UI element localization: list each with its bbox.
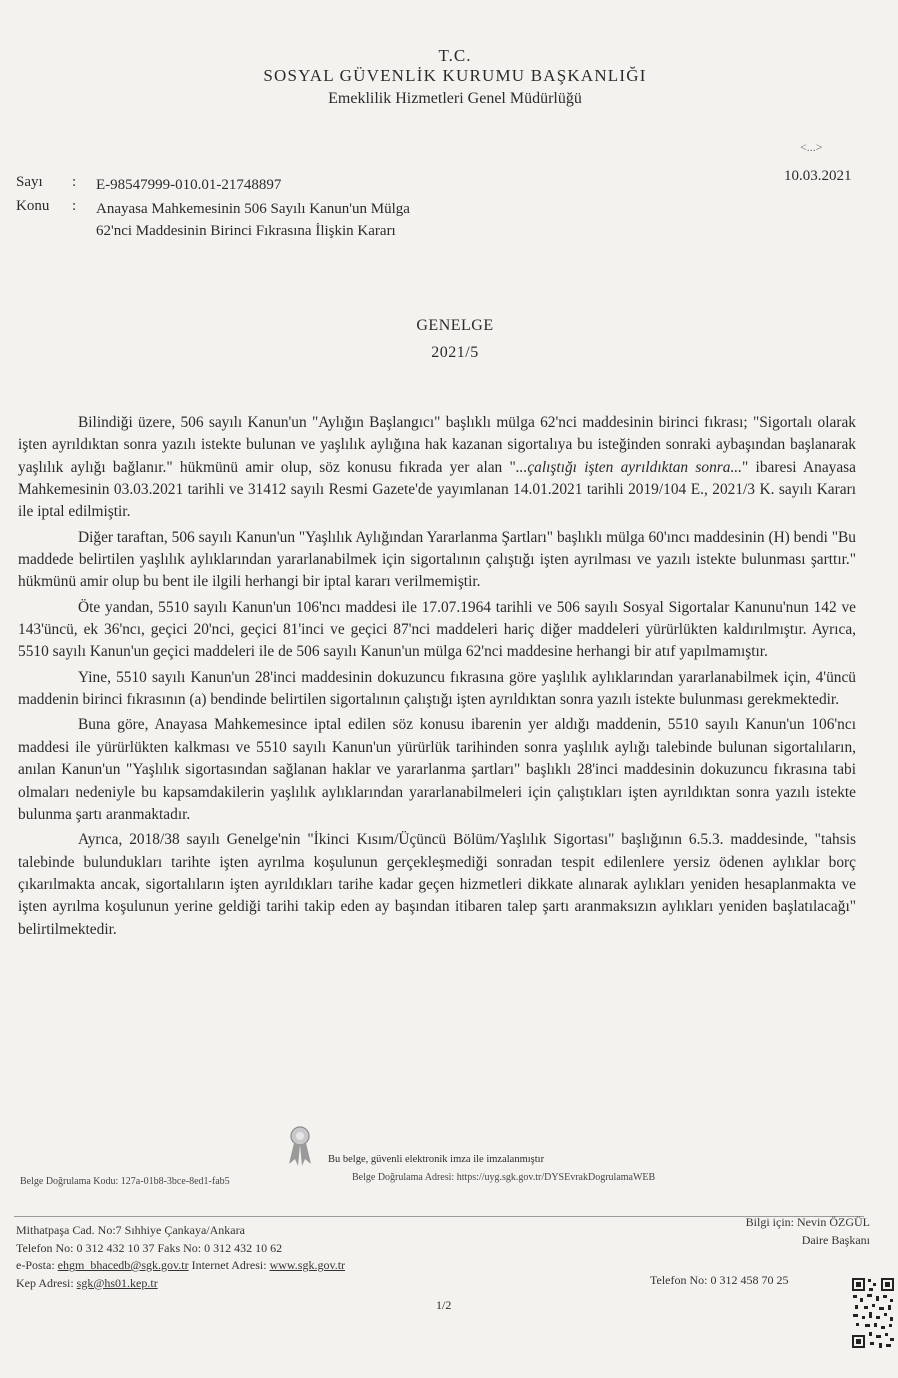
email-link[interactable]: ehgm_bhacedb@sgk.gov.tr <box>57 1258 189 1272</box>
konu-value: Anayasa Mahkemesinin 506 Sayılı Kanun'un Mülga 62'nci Maddesinin Birinci Fıkrasına İlişkin Kararı <box>96 201 410 239</box>
paragraph-5: Buna göre, Anayasa Mahkemesince iptal edilen söz konusu ibarenin yer aldığı maddenin, 5510 sayılı Kanun'un 106'ncı maddesi ile yürürlükten kalkması ve 5510 sayılı Kanun'un yürürlük tarihinden sonra yaşlılık aylığı talebinde bulunan sigortalıların, anılan Kanun'un "Yaşlılık sigortasından sağlanan haklar ve yararlanma şartları" başlıklı 28'inci maddesinin dokuzuncu fıkrasına tabi olmaları nedeniyle bu kapsamdakilerin yaşlılık aylıklarından yararlanabilmeleri için çalıştıkları işten ayrıldıktan sonra yazılı istekte bulunma şartı aranmaktadır. <box>18 716 856 823</box>
reference-mark: <...> <box>800 140 823 154</box>
footer-info <box>700 1214 870 1249</box>
header-department: Emeklilik Hizmetleri Genel Müdürlüğü <box>328 90 582 107</box>
document-body <box>18 412 856 944</box>
page-number: 1/2 <box>436 1298 452 1312</box>
footer-contact <box>16 1222 345 1292</box>
paragraph-4: Yine, 5510 sayılı Kanun'un 28'inci maddesinin dokuzuncu fıkrasına göre yaşlılık aylıklarından yararlanabilmek için, 4'üncü maddenin birinci fıkrasının (a) bendinde belirtilen sigortalının çalıştığı işten ayrıldıktan sonra yazılı istekte bulunması gerekmektedir. <box>18 668 856 709</box>
footer-address: Mithatpaşa Cad. No:7 Sıhhiye Çankaya/Ankara <box>16 1223 245 1237</box>
sayi-label: Sayı <box>16 174 43 190</box>
kep-link[interactable]: sgk@hs01.kep.tr <box>76 1275 158 1290</box>
e-signature-seal-icon <box>285 1124 315 1168</box>
web-link[interactable]: www.sgk.gov.tr <box>269 1258 346 1272</box>
header-institution: SOSYAL GÜVENLİK KURUMU BAŞKANLIĞI <box>263 66 647 85</box>
header-tc: T.C. <box>438 46 472 65</box>
paragraph-6: Ayrıca, 2018/38 sayılı Genelge'nin "İkinci Kısım/Üçüncü Bölüm/Yaşlılık Sigortası" başlığının 6.5.3. maddesinde, "tahsis talebinde bulundukları tarihte işten ayrılma koşulunun gerçekleşmediği sonradan tespit edilenlere yersiz ödenen aylıklar borç çıkarılmakta ancak, sigortalıların işten ayrıldıkları tarihe kadar geçen hizmetleri dikkate alınarak aylıkları yeniden hesaplanmakta ve işten ayrılma koşulunun yerine geldiği tarihi takip eden ay başından itibaren talep şartı aranmaksızın aylıkları yeniden başlatılacağı" belirtilmektedir. <box>18 831 856 938</box>
paragraph-1-quote: ...çalıştığı işten ayrıldıktan sonra... <box>515 458 742 476</box>
paragraph-1-part-b: " ibaresi Anayasa Mahkemesinin 03.03.2021 tarihli ve 31412 sayılı Resmi Gazete'de yayımlanan 14.01.2021 tarihli 2019/104 E., 2021/3 K. sayılı Kararı ile iptal edilmiştir. <box>18 458 856 521</box>
document-heading: GENELGE <box>416 317 494 334</box>
e-signature-note: Bu belge, güvenli elektronik imza ile imzalanmıştır <box>328 1154 545 1165</box>
konu-colon: : <box>72 198 77 214</box>
contact-phone: Telefon No: 0 312 458 70 25 <box>650 1273 789 1287</box>
info-role: Daire Başkanı <box>801 1232 870 1247</box>
document-number: 2021/5 <box>431 344 479 361</box>
sayi-value: E-98547999-010.01-21748897 <box>96 177 282 193</box>
sayi-colon: : <box>72 174 77 190</box>
qr-code-icon <box>850 1276 896 1352</box>
verification-code: Belge Doğrulama Kodu: 127a-01b8-3bce-8ed1-fab5 <box>20 1176 230 1187</box>
document-date: 10.03.2021 <box>784 168 852 184</box>
info-contact: Bilgi için: Nevin ÖZGÜL <box>745 1215 870 1229</box>
paragraph-3: Öte yandan, 5510 sayılı Kanun'un 106'ncı maddesi ile 17.07.1964 tarihli ve 506 sayılı Sosyal Sigortalar Kanunu'nun 142 ve 143'üncü, ek 36'ncı, geçici 20'nci, geçici 81'inci ve geçici 87'nci maddeleri hariç diğer maddeleri yürürlükten kaldırılmıştır. Ayrıca, 5510 sayılı Kanun'un geçici maddeleri ile de 506 sayılı Kanun'un mülga 62'nci maddesine herhangi bir atıf yapılmamıştır. <box>18 598 856 661</box>
paragraph-1 <box>18 412 856 524</box>
footer-phone: Telefon No: 0 312 432 10 37 Faks No: 0 312 432 10 62 <box>16 1240 283 1255</box>
verification-address: Belge Doğrulama Adresi: https://uyg.sgk.gov.tr/DYSEvrakDogrulamaWEB <box>352 1172 656 1183</box>
paragraph-1-part-a: Bilindiği üzere, 506 sayılı Kanun'un "Aylığın Başlangıcı" başlıklı mülga 62'nci maddesinin birinci fıkrası; "Sigortalı olarak işten ayrıldıktan sonra yazılı istekte bulunan ve yaşlılık aylığına hak kazanan sigortalıya bu isteğinden sonraki aybaşından başlanarak yaşlılık aylığı bağlanır." hükmünü amir olup, söz konusu fıkrada yer alan " <box>18 414 856 476</box>
kep-label: Kep Adresi: <box>16 1275 74 1290</box>
email-label: e-Posta: <box>16 1258 55 1272</box>
web-label: Internet Adresi: <box>191 1258 267 1272</box>
paragraph-2: Diğer taraftan, 506 sayılı Kanun'un "Yaşlılık Aylığından Yararlanma Şartları" başlıklı mülga 60'ıncı maddesinin (H) bendi "Bu maddede belirtilen yaşlılık aylıklarından yararlanabilmek için sigortalının çalıştığı işten ayrılması ve yazılı istekte bulunması şarttır." hükmünü amir olup bu bent ile ilgili herhangi bir iptal kararı verilmemiştir. <box>18 528 856 591</box>
footer-kep-row <box>16 1275 345 1293</box>
footer-email-row <box>16 1257 345 1275</box>
konu-label: Konu <box>16 198 50 214</box>
